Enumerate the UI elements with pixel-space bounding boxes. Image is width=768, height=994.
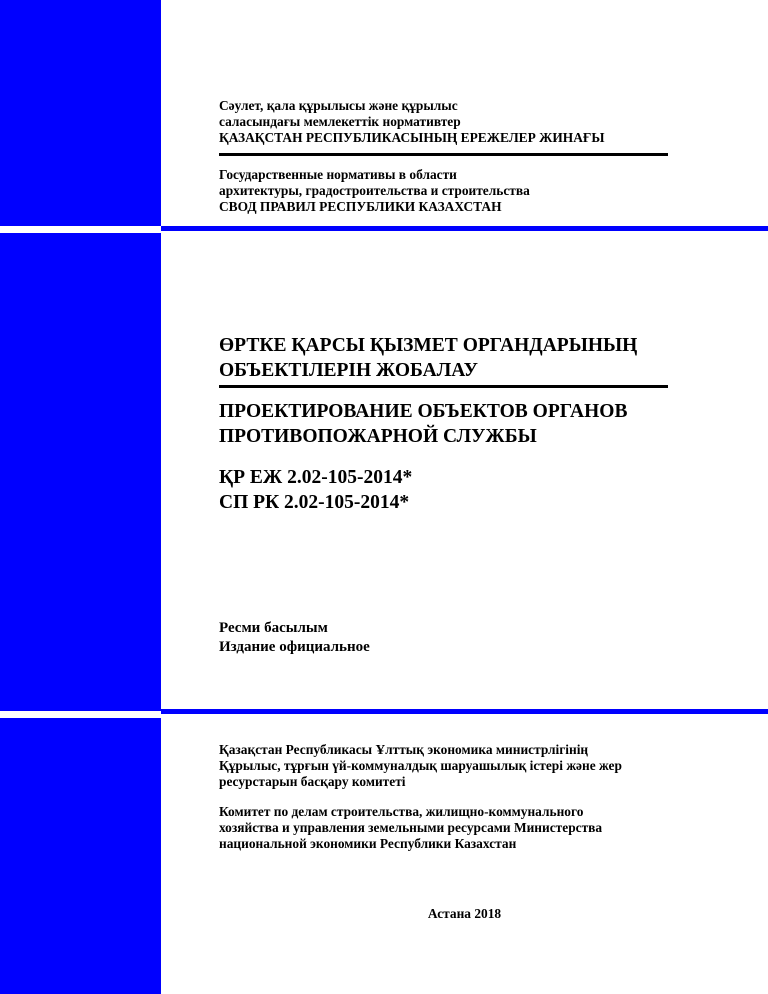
header-ru — [219, 167, 530, 215]
committee-kz-line: ресурстарын басқару комитеті — [219, 774, 406, 789]
committee-ru-line: национальной экономики Республики Казахстан — [219, 836, 517, 851]
code-kz: ҚР ЕЖ 2.02-105-2014* — [219, 467, 413, 488]
header-kz — [219, 98, 605, 146]
title-divider — [219, 385, 668, 388]
header-kz-line: саласындағы мемлекеттік нормативтер — [219, 114, 461, 129]
header-ru-line: СВОД ПРАВИЛ РЕСПУБЛИКИ КАЗАХСТАН — [219, 199, 502, 214]
bottom-blue-band — [161, 709, 768, 714]
header-ru-line: архитектуры, градостроительства и строительства — [219, 183, 530, 198]
document-codes — [219, 465, 412, 515]
committee-ru-line: Комитет по делам строительства, жилищно-коммунального — [219, 804, 584, 819]
committee-ru — [219, 804, 602, 852]
code-ru: СП РК 2.02-105-2014* — [219, 492, 410, 513]
title-ru-line: ПРОТИВОПОЖАРНОЙ СЛУЖБЫ — [219, 426, 537, 447]
place-year: Астана 2018 — [427, 906, 502, 921]
committee-ru-line: хозяйства и управления земельными ресурсами Министерства — [219, 820, 603, 835]
header-ru-line: Государственные нормативы в области — [219, 167, 457, 182]
header-divider — [219, 153, 668, 156]
title-kz — [219, 333, 637, 383]
committee-kz — [219, 742, 622, 790]
edition-kz: Ресми басылым — [219, 620, 328, 636]
left-bar-gap-bottom — [0, 711, 161, 718]
edition — [219, 619, 370, 657]
left-blue-bar — [0, 0, 161, 994]
header-kz-line: Сәулет, қала құрылысы және құрылыс — [219, 98, 458, 113]
edition-ru: Издание официальное — [219, 639, 370, 655]
committee-kz-line: Қазақстан Республикасы Ұлттық экономика министрлігінің — [219, 742, 589, 757]
title-kz-line: ӨРТКЕ ҚАРСЫ ҚЫЗМЕТ ОРГАНДАРЫНЫҢ — [219, 335, 638, 356]
left-bar-gap-top — [0, 226, 161, 233]
top-blue-band — [161, 226, 768, 231]
title-ru-line: ПРОЕКТИРОВАНИЕ ОБЪЕКТОВ ОРГАНОВ — [219, 401, 628, 422]
committee-kz-line: Құрылыс, тұрғын үй-коммуналдық шаруашылық істері және жер — [219, 758, 622, 773]
title-kz-line: ОБЪЕКТІЛЕРІН ЖОБАЛАУ — [219, 360, 478, 381]
header-kz-line: ҚАЗАҚСТАН РЕСПУБЛИКАСЫНЫҢ ЕРЕЖЕЛЕР ЖИНАҒЫ — [219, 130, 605, 145]
title-ru — [219, 399, 627, 449]
